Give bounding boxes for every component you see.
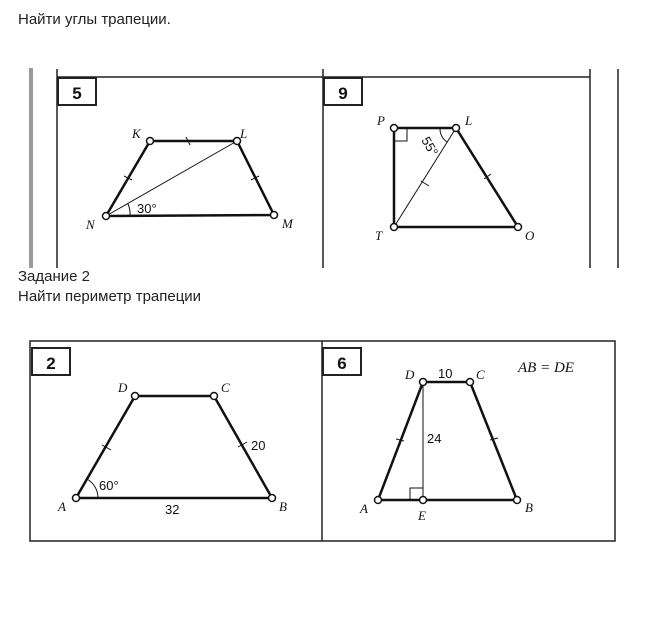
problem-number: 5 <box>72 84 82 103</box>
angle-arc <box>87 479 98 498</box>
vertex-label-n: N <box>86 217 95 232</box>
angle-arc <box>440 128 447 142</box>
side-label: 20 <box>251 438 266 453</box>
problem-number: 9 <box>338 84 348 103</box>
vertex-label-d: D <box>118 380 128 395</box>
vertex-label-l: L <box>240 126 248 141</box>
vertex-label-c: C <box>221 380 230 395</box>
base-label: 32 <box>165 502 180 517</box>
vertex-label-m: M <box>282 216 293 231</box>
angle-label: 60° <box>99 478 119 493</box>
height-label: 24 <box>427 431 442 446</box>
vertex-label-b: B <box>525 500 533 515</box>
vertex-label-e: E <box>418 508 426 523</box>
vertex-label-t: T <box>375 228 383 243</box>
vertex-label-l: L <box>465 113 473 128</box>
task2-title: Найти периметр трапеции <box>18 288 202 305</box>
panel-edge-shade <box>29 68 33 268</box>
vertex-label-b: B <box>279 499 287 514</box>
problem-6 <box>323 348 574 523</box>
vertex-label-a: A <box>58 499 66 514</box>
trapezoid-abcd <box>378 382 517 500</box>
problem-5 <box>58 78 294 232</box>
top-base-label: 10 <box>438 366 453 381</box>
problem-2 <box>32 348 287 517</box>
tick-tl <box>421 181 429 186</box>
vertex-label-k: K <box>132 126 141 141</box>
diagonal-nl <box>106 141 237 216</box>
angle-arc <box>128 204 130 216</box>
vertex-label-a: A <box>360 501 368 516</box>
problem-number: 6 <box>337 354 347 373</box>
task1-title: Найти углы трапеции. <box>18 11 171 28</box>
vertex-label-c: C <box>476 367 485 382</box>
problem-number: 2 <box>46 354 56 373</box>
trapezoid-klmn <box>106 141 274 216</box>
task2-heading: Задание 2 <box>18 268 91 285</box>
vertex-label-p: P <box>377 113 385 128</box>
vertex-label-d: D <box>405 367 415 382</box>
problem-9 <box>324 78 535 243</box>
angle-label: 55° <box>418 134 442 159</box>
vertex-label-o: O <box>525 228 535 243</box>
condition-label: AB = DE <box>518 360 574 376</box>
trapezoid-plot <box>394 128 518 227</box>
angle-label: 30° <box>137 201 157 216</box>
